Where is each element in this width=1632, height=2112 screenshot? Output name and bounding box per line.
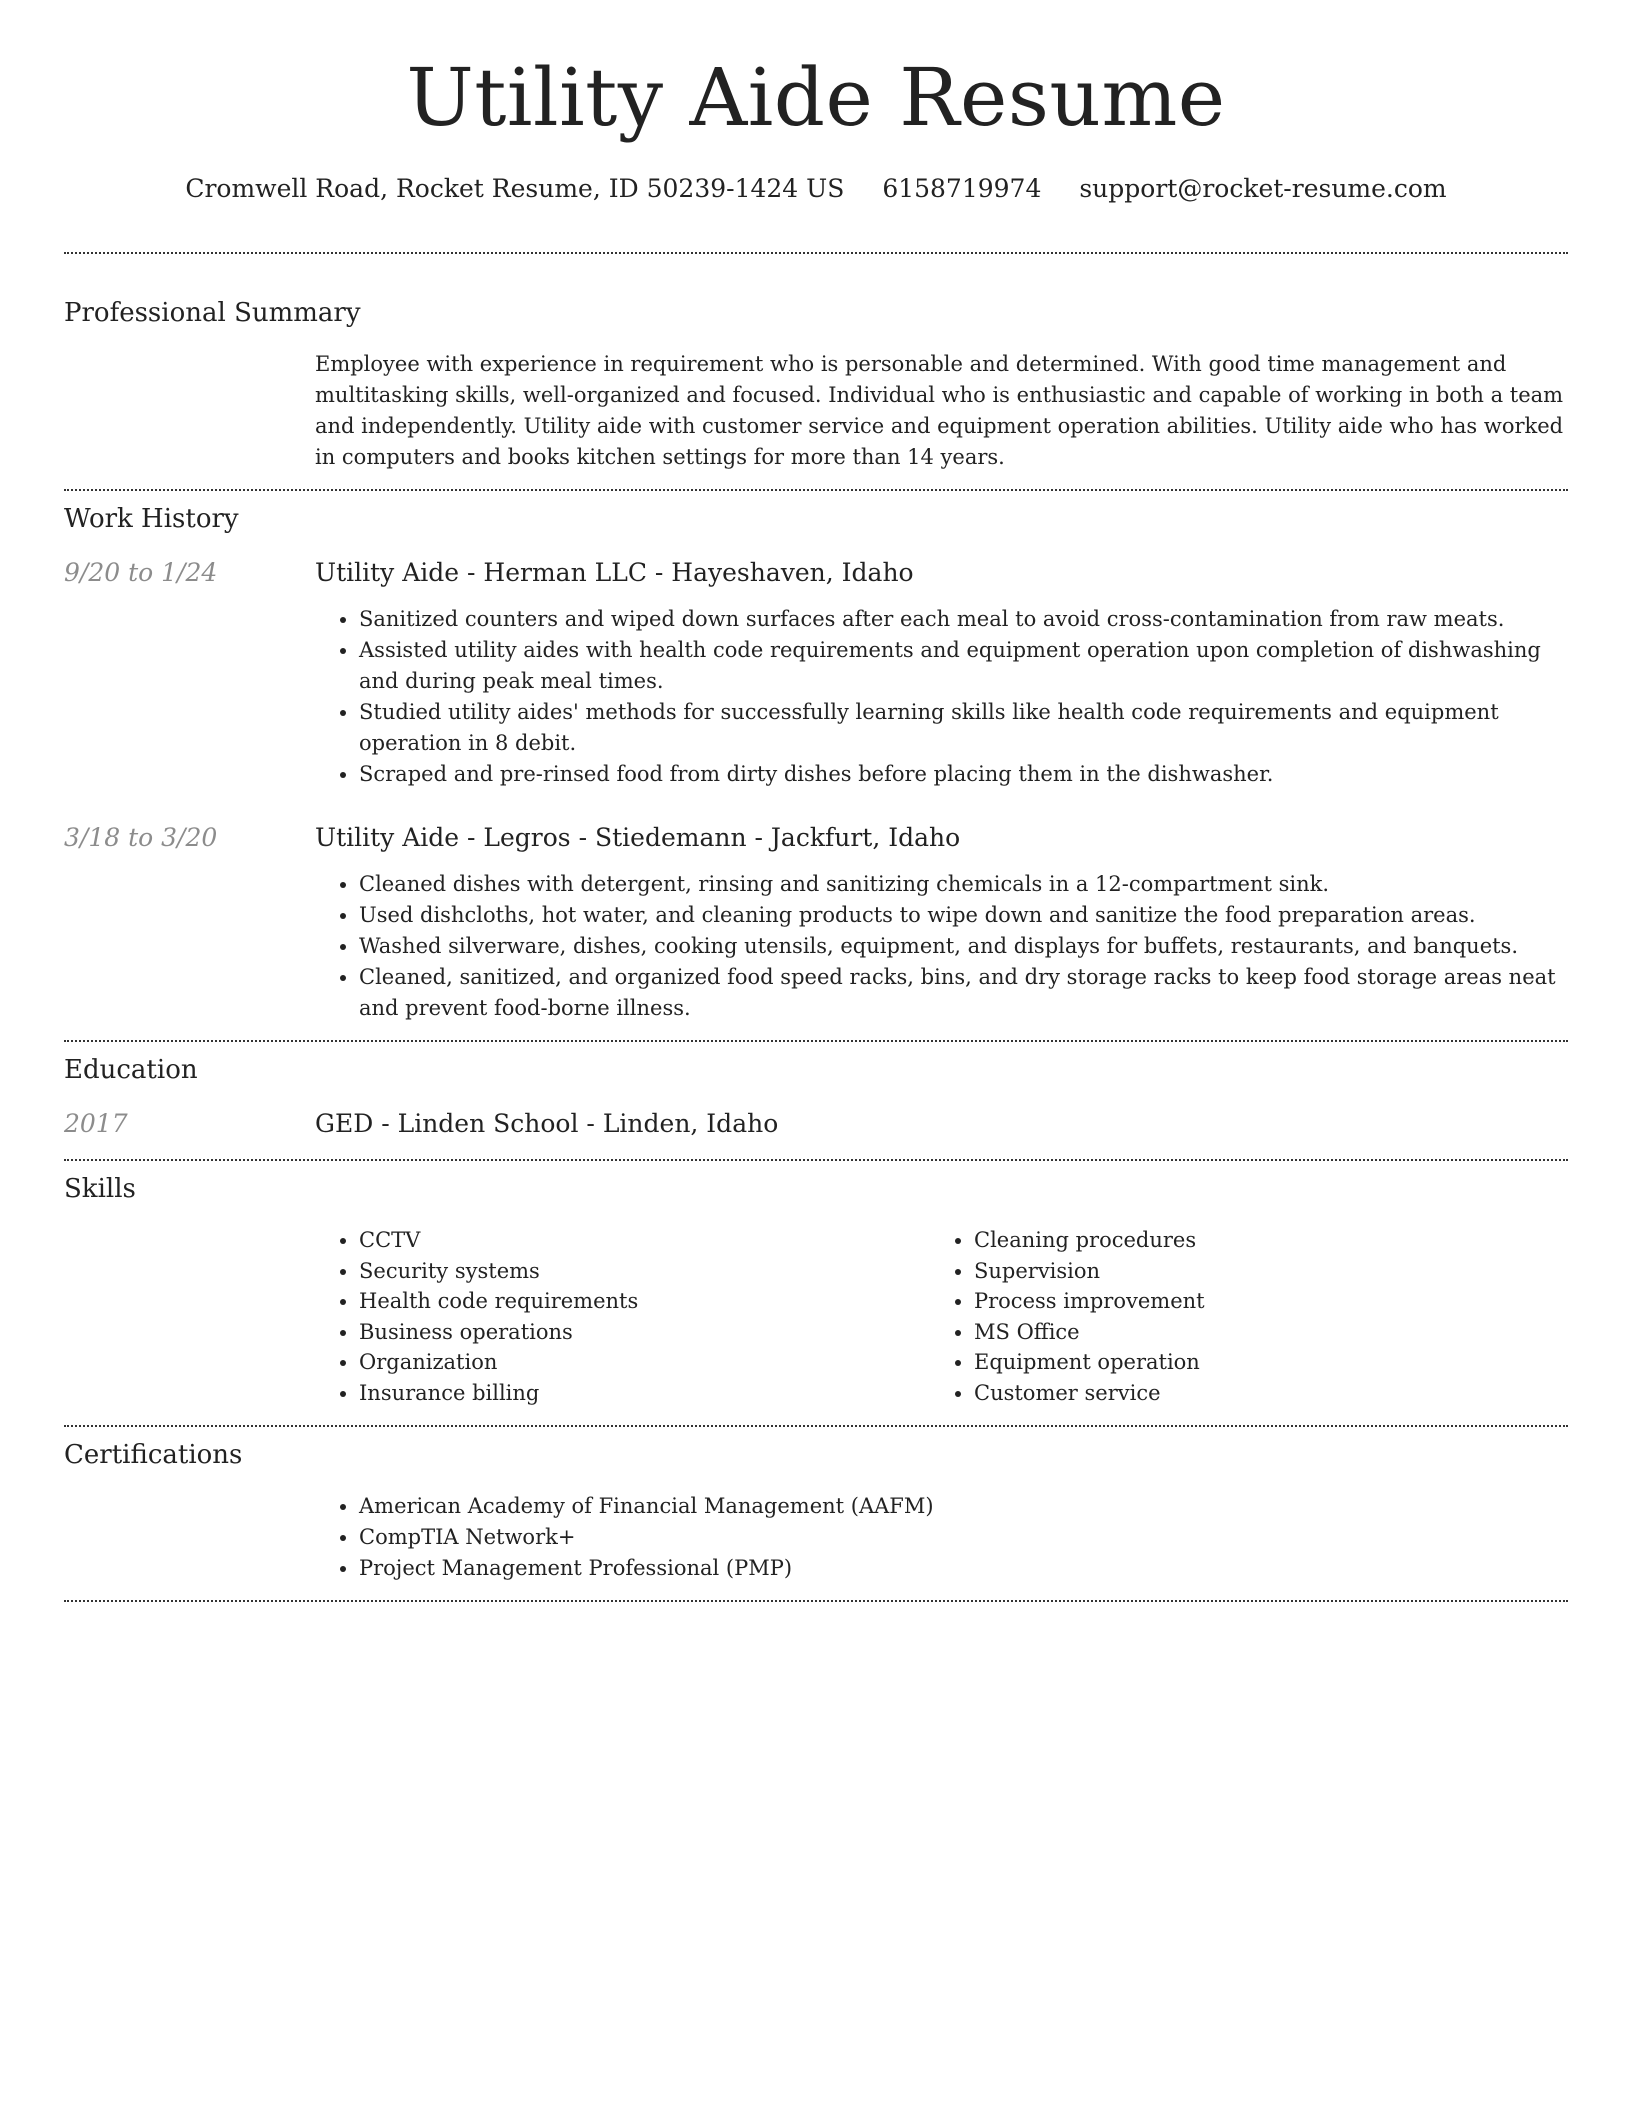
list-item: • CompTIA Network+: [359, 1522, 1568, 1553]
list-item: • Assisted utility aides with health code requirements and equipment operation upon completion of dishwashing and during peak meal times.: [359, 635, 1568, 697]
list-item: • MS Office: [974, 1317, 1545, 1348]
divider: [64, 1425, 1568, 1427]
divider: [64, 252, 1568, 254]
job-header: [64, 821, 1568, 855]
contact-address: Cromwell Road, Rocket Resume, ID 50239-1424 US: [185, 174, 845, 203]
contact-phone: 6158719974: [882, 174, 1042, 203]
section-title-certifications: Certifications: [64, 1439, 243, 1470]
list-item: • Used dishcloths, hot water, and cleaning products to wipe down and sanitize the food preparation areas.: [359, 900, 1568, 931]
list-item: • Cleaned dishes with detergent, rinsing and sanitizing chemicals in a 12-compartment sink.: [359, 869, 1568, 900]
list-item: • Equipment operation: [974, 1347, 1545, 1378]
divider: [64, 1040, 1568, 1042]
education-title: GED - Linden School - Linden, Idaho: [315, 1109, 779, 1138]
certifications-list: [315, 1491, 1568, 1584]
divider: [64, 489, 1568, 491]
resume-page: [64, 0, 1568, 1602]
list-item: • Customer service: [974, 1378, 1545, 1409]
list-item: • Scraped and pre-rinsed food from dirty dishes before placing them in the dishwasher.: [359, 759, 1568, 790]
list-item: • Health code requirements: [359, 1286, 930, 1317]
list-item: • American Academy of Financial Management (AAFM): [359, 1491, 1568, 1522]
summary-text: Employee with experience in requirement who is personable and determined. With good time management and multitasking skills, well-organized and focused. Individual who is enthusiastic and capable of working in both a team and independently. Utility aide with customer service and equipment operation abilities. Utility aide who has worked in computers and books kitchen settings for more than 14 years.: [315, 352, 1564, 469]
list-item: • Business operations: [359, 1317, 930, 1348]
list-item: • Studied utility aides' methods for successfully learning skills like health code requirements and equipment operation in 8 debit.: [359, 697, 1568, 759]
list-item: • CCTV: [359, 1225, 930, 1256]
job-title: Utility Aide - Herman LLC - Hayeshaven, Idaho: [315, 558, 914, 587]
list-item: • Project Management Professional (PMP): [359, 1553, 1568, 1584]
skills-column-left: [315, 1225, 930, 1409]
list-item: • Security systems: [359, 1256, 930, 1287]
list-item: • Organization: [359, 1347, 930, 1378]
job-bullets: [315, 604, 1568, 790]
list-item: • Process improvement: [974, 1286, 1545, 1317]
list-item: • Insurance billing: [359, 1378, 930, 1409]
section-title-work: Work History: [64, 504, 239, 534]
resume-title: Utility Aide Resume: [406, 51, 1226, 144]
job-dates: 9/20 to 1/24: [64, 558, 218, 587]
divider: [64, 1600, 1568, 1602]
section-title-summary: Professional Summary: [64, 298, 361, 328]
job-bullets: [315, 869, 1568, 1024]
job-dates: 3/18 to 3/20: [64, 823, 218, 852]
list-item: • Supervision: [974, 1256, 1545, 1287]
contact-email: support@rocket-resume.com: [1079, 174, 1447, 203]
job-header: [64, 556, 1568, 590]
skills-list: [315, 1225, 1568, 1409]
section-title-skills: Skills: [64, 1174, 136, 1204]
skills-column-right: [930, 1225, 1545, 1409]
job-title: Utility Aide - Legros - Stiedemann - Jackfurt, Idaho: [315, 823, 961, 852]
list-item: • Cleaned, sanitized, and organized food speed racks, bins, and dry storage racks to keep food storage areas neat and prevent food-borne illness.: [359, 962, 1568, 1024]
section-title-education: Education: [64, 1055, 198, 1085]
contact-line: [64, 172, 1568, 206]
list-item: • Cleaning procedures: [974, 1225, 1545, 1256]
list-item: • Washed silverware, dishes, cooking utensils, equipment, and displays for buffets, restaurants, and banquets.: [359, 931, 1568, 962]
list-item: • Sanitized counters and wiped down surfaces after each meal to avoid cross-contamination from raw meats.: [359, 604, 1568, 635]
divider: [64, 1159, 1568, 1161]
education-entry: [64, 1107, 1568, 1141]
education-date: 2017: [64, 1109, 128, 1138]
